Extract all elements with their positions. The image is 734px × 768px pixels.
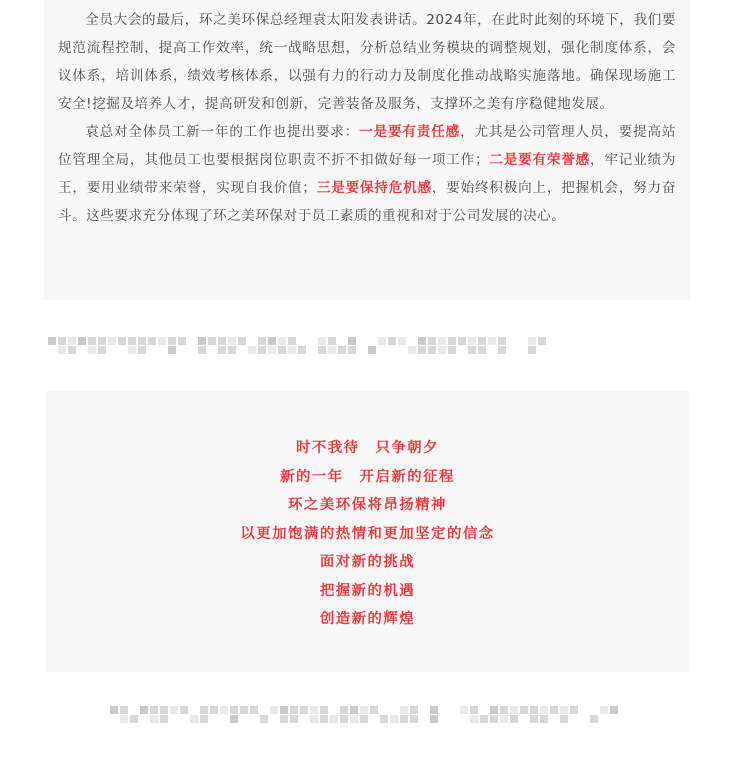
mosaic-pixel bbox=[448, 346, 456, 354]
mosaic-pixel bbox=[600, 715, 608, 723]
mosaic-pixel bbox=[560, 715, 568, 723]
mosaic-pixel bbox=[178, 337, 186, 345]
mosaic-pixel bbox=[388, 346, 396, 354]
mosaic-pixel bbox=[550, 715, 558, 723]
mosaic-pixel bbox=[298, 337, 306, 345]
mosaic-pixel bbox=[540, 715, 548, 723]
mosaic-pixel bbox=[418, 346, 426, 354]
mosaic-pixel bbox=[188, 346, 196, 354]
mosaic-pixel bbox=[380, 706, 388, 714]
mosaic-pixel bbox=[158, 337, 166, 345]
mosaic-pixel bbox=[138, 337, 146, 345]
mosaic-pixel bbox=[500, 706, 508, 714]
mosaic-pixel bbox=[98, 346, 106, 354]
mosaic-pixel bbox=[240, 715, 248, 723]
mosaic-pixel bbox=[500, 715, 508, 723]
mosaic-pixel bbox=[420, 715, 428, 723]
mosaic-pixel bbox=[450, 706, 458, 714]
mosaic-pixel bbox=[320, 706, 328, 714]
mosaic-pixel bbox=[328, 337, 336, 345]
mosaic-pixel bbox=[48, 337, 56, 345]
mosaic-pixel bbox=[180, 706, 188, 714]
mosaic-pixel bbox=[440, 715, 448, 723]
poem-line-4: 以更加饱满的热情和更加坚定的信念 bbox=[240, 525, 495, 542]
mosaic-pixel bbox=[450, 715, 458, 723]
mosaic-row bbox=[110, 706, 618, 714]
mosaic-pixel bbox=[270, 715, 278, 723]
mosaic-pixel bbox=[530, 706, 538, 714]
mosaic-pixel bbox=[128, 346, 136, 354]
poem-line-6: 把握新的机遇 bbox=[319, 582, 416, 599]
mosaic-pixel bbox=[538, 337, 546, 345]
mosaic-pixel bbox=[348, 337, 356, 345]
mosaic-pixel bbox=[538, 346, 546, 354]
mosaic-pixel bbox=[190, 715, 198, 723]
mosaic-pixel bbox=[150, 715, 158, 723]
mosaic-pixel bbox=[170, 715, 178, 723]
mosaic-pixel bbox=[250, 706, 258, 714]
mosaic-pixel bbox=[230, 706, 238, 714]
mosaic-pixel bbox=[230, 715, 238, 723]
mosaic-pixel bbox=[108, 337, 116, 345]
mosaic-pixel bbox=[308, 337, 316, 345]
mosaic-pixel bbox=[580, 706, 588, 714]
mosaic-pixel bbox=[418, 337, 426, 345]
mosaic-pixel bbox=[358, 346, 366, 354]
mosaic-pixel bbox=[48, 346, 56, 354]
mosaic-pixel bbox=[528, 337, 536, 345]
mosaic-pixel bbox=[458, 346, 466, 354]
mosaic-pixel bbox=[228, 337, 236, 345]
mosaic-pixel bbox=[330, 706, 338, 714]
mosaic-pixel bbox=[160, 706, 168, 714]
mosaic-pixel bbox=[460, 715, 468, 723]
mosaic-pixel bbox=[468, 337, 476, 345]
decorative-divider-top bbox=[48, 337, 546, 354]
mosaic-pixel bbox=[480, 715, 488, 723]
paragraph-1-text: 全员大会的最后，环之美环保总经理袁太阳发表讲话。2024年，在此时此刻的环境下，我们要规范流程控制，提高工作效率，统一战略思想，分析总结业务模块的调整规划，强化制度体系，会议体系，培训体系，绩效考核体系，以强有力的行动力及制度化推动战略实施落地。确保现场施工安全!挖掘及培养人才，提高研发和创新，完善装备及服务，支撑环之美有序稳健地发展。 bbox=[58, 12, 676, 112]
poem-line-5: 面对新的挑战 bbox=[319, 554, 416, 570]
mosaic-pixel bbox=[140, 715, 148, 723]
mosaic-pixel bbox=[188, 337, 196, 345]
mosaic-pixel bbox=[408, 337, 416, 345]
mosaic-pixel bbox=[310, 706, 318, 714]
mosaic-pixel bbox=[488, 346, 496, 354]
mosaic-pixel bbox=[518, 346, 526, 354]
poem-line-3: 环之美环保将昂扬精神 bbox=[288, 497, 447, 513]
requirement-3-highlight: 三是要保持危机感 bbox=[316, 180, 432, 196]
mosaic-pixel bbox=[438, 346, 446, 354]
mosaic-pixel bbox=[540, 706, 548, 714]
mosaic-pixel bbox=[78, 346, 86, 354]
mosaic-pixel bbox=[470, 715, 478, 723]
mosaic-pixel bbox=[138, 346, 146, 354]
mosaic-pixel bbox=[600, 706, 608, 714]
mosaic-pixel bbox=[508, 346, 516, 354]
mosaic-pixel bbox=[380, 715, 388, 723]
mosaic-pixel bbox=[78, 337, 86, 345]
mosaic-pixel bbox=[480, 706, 488, 714]
mosaic-pixel bbox=[488, 337, 496, 345]
mosaic-pixel bbox=[270, 706, 278, 714]
mosaic-row bbox=[110, 715, 618, 723]
mosaic-pixel bbox=[180, 715, 188, 723]
mosaic-pixel bbox=[390, 715, 398, 723]
mosaic-pixel bbox=[298, 346, 306, 354]
mosaic-pixel bbox=[330, 715, 338, 723]
mosaic-pixel bbox=[368, 346, 376, 354]
article-paragraph-1 bbox=[58, 6, 676, 118]
mosaic-pixel bbox=[438, 337, 446, 345]
mosaic-pixel bbox=[250, 715, 258, 723]
mosaic-pixel bbox=[410, 715, 418, 723]
mosaic-pixel bbox=[158, 346, 166, 354]
mosaic-row bbox=[48, 346, 546, 354]
mosaic-pixel bbox=[328, 346, 336, 354]
mosaic-pixel bbox=[370, 715, 378, 723]
mosaic-pixel bbox=[248, 346, 256, 354]
mosaic-pixel bbox=[350, 715, 358, 723]
mosaic-pixel bbox=[400, 706, 408, 714]
mosaic-pixel bbox=[318, 346, 326, 354]
mosaic-pixel bbox=[198, 346, 206, 354]
article-card bbox=[44, 0, 690, 300]
mosaic-pixel bbox=[130, 706, 138, 714]
mosaic-pixel bbox=[168, 337, 176, 345]
mosaic-row bbox=[48, 337, 546, 345]
mosaic-pixel bbox=[408, 346, 416, 354]
mosaic-pixel bbox=[118, 337, 126, 345]
mosaic-pixel bbox=[310, 715, 318, 723]
paragraph-2-part-c: ，牢记业绩为王，要用业绩带来荣誉，实现自我价值； bbox=[58, 152, 677, 196]
mosaic-pixel bbox=[148, 337, 156, 345]
mosaic-pixel bbox=[218, 337, 226, 345]
mosaic-pixel bbox=[288, 346, 296, 354]
mosaic-pixel bbox=[490, 706, 498, 714]
mosaic-pixel bbox=[570, 706, 578, 714]
mosaic-pixel bbox=[510, 706, 518, 714]
mosaic-pixel bbox=[68, 346, 76, 354]
mosaic-pixel bbox=[360, 706, 368, 714]
mosaic-pixel bbox=[68, 337, 76, 345]
mosaic-pixel bbox=[478, 346, 486, 354]
paragraph-2-intro: 袁总对全体员工新一年的工作也提出要求： bbox=[85, 124, 360, 140]
mosaic-pixel bbox=[220, 706, 228, 714]
mosaic-pixel bbox=[280, 715, 288, 723]
mosaic-pixel bbox=[258, 337, 266, 345]
mosaic-pixel bbox=[350, 706, 358, 714]
mosaic-pixel bbox=[590, 715, 598, 723]
mosaic-pixel bbox=[398, 337, 406, 345]
mosaic-pixel bbox=[148, 346, 156, 354]
mosaic-pixel bbox=[58, 337, 66, 345]
mosaic-pixel bbox=[398, 346, 406, 354]
mosaic-pixel bbox=[370, 706, 378, 714]
mosaic-pixel bbox=[118, 346, 126, 354]
mosaic-pixel bbox=[120, 706, 128, 714]
mosaic-pixel bbox=[150, 706, 158, 714]
mosaic-pixel bbox=[348, 346, 356, 354]
mosaic-pixel bbox=[520, 706, 528, 714]
paragraph-2-part-b: ，尤其是公司管理人员，要提高站位管理全局，其他员工也要根据岗位职责不折不扣做好每一项工作； bbox=[58, 124, 677, 168]
mosaic-pixel bbox=[498, 346, 506, 354]
mosaic-pixel bbox=[338, 346, 346, 354]
mosaic-pixel bbox=[470, 706, 478, 714]
mosaic-pixel bbox=[170, 706, 178, 714]
mosaic-pixel bbox=[98, 337, 106, 345]
mosaic-pixel bbox=[190, 706, 198, 714]
mosaic-pixel bbox=[238, 346, 246, 354]
mosaic-pixel bbox=[460, 706, 468, 714]
mosaic-pixel bbox=[208, 337, 216, 345]
paragraph-2-part-d: ，要始终积极向上，把握机会，努力奋斗。这些要求充分体现了环之美环保对于员工素质的重视和对于公司发展的决心。 bbox=[58, 180, 677, 224]
mosaic-pixel bbox=[218, 346, 226, 354]
mosaic-pixel bbox=[430, 715, 438, 723]
mosaic-pixel bbox=[560, 706, 568, 714]
mosaic-pixel bbox=[378, 337, 386, 345]
mosaic-pixel bbox=[228, 346, 236, 354]
mosaic-pixel bbox=[468, 346, 476, 354]
mosaic-pixel bbox=[498, 337, 506, 345]
mosaic-pixel bbox=[208, 346, 216, 354]
mosaic-pixel bbox=[340, 706, 348, 714]
decorative-divider-bottom bbox=[110, 706, 618, 723]
mosaic-pixel bbox=[400, 715, 408, 723]
mosaic-pixel bbox=[288, 337, 296, 345]
mosaic-pixel bbox=[530, 715, 538, 723]
mosaic-pixel bbox=[210, 715, 218, 723]
poem-line-2: 新的一年 开启新的征程 bbox=[280, 468, 455, 485]
mosaic-pixel bbox=[338, 337, 346, 345]
mosaic-pixel bbox=[88, 337, 96, 345]
mosaic-pixel bbox=[360, 715, 368, 723]
mosaic-pixel bbox=[378, 346, 386, 354]
mosaic-pixel bbox=[260, 715, 268, 723]
mosaic-pixel bbox=[388, 337, 396, 345]
mosaic-pixel bbox=[300, 706, 308, 714]
mosaic-pixel bbox=[178, 346, 186, 354]
mosaic-pixel bbox=[240, 706, 248, 714]
mosaic-pixel bbox=[260, 706, 268, 714]
mosaic-pixel bbox=[120, 715, 128, 723]
mosaic-pixel bbox=[368, 337, 376, 345]
mosaic-pixel bbox=[410, 706, 418, 714]
mosaic-pixel bbox=[268, 346, 276, 354]
mosaic-pixel bbox=[508, 337, 516, 345]
mosaic-pixel bbox=[300, 715, 308, 723]
mosaic-pixel bbox=[238, 337, 246, 345]
mosaic-pixel bbox=[248, 337, 256, 345]
mosaic-pixel bbox=[550, 706, 558, 714]
mosaic-pixel bbox=[110, 706, 118, 714]
requirement-1-highlight: 一是要有责任感 bbox=[359, 124, 461, 140]
mosaic-pixel bbox=[390, 706, 398, 714]
mosaic-pixel bbox=[130, 715, 138, 723]
mosaic-pixel bbox=[430, 706, 438, 714]
mosaic-pixel bbox=[478, 337, 486, 345]
mosaic-pixel bbox=[278, 337, 286, 345]
mosaic-pixel bbox=[268, 337, 276, 345]
mosaic-pixel bbox=[290, 715, 298, 723]
mosaic-pixel bbox=[528, 346, 536, 354]
mosaic-pixel bbox=[110, 715, 118, 723]
mosaic-pixel bbox=[610, 706, 618, 714]
mosaic-pixel bbox=[320, 715, 328, 723]
mosaic-pixel bbox=[258, 346, 266, 354]
mosaic-pixel bbox=[580, 715, 588, 723]
mosaic-pixel bbox=[428, 337, 436, 345]
mosaic-pixel bbox=[200, 715, 208, 723]
mosaic-pixel bbox=[58, 346, 66, 354]
mosaic-pixel bbox=[290, 706, 298, 714]
mosaic-pixel bbox=[308, 346, 316, 354]
mosaic-pixel bbox=[108, 346, 116, 354]
mosaic-pixel bbox=[278, 346, 286, 354]
mosaic-pixel bbox=[440, 706, 448, 714]
mosaic-pixel bbox=[220, 715, 228, 723]
mosaic-pixel bbox=[448, 337, 456, 345]
mosaic-pixel bbox=[210, 706, 218, 714]
requirement-2-highlight: 二是要有荣誉感 bbox=[489, 152, 591, 168]
mosaic-pixel bbox=[140, 706, 148, 714]
mosaic-pixel bbox=[590, 706, 598, 714]
mosaic-pixel bbox=[420, 706, 428, 714]
mosaic-pixel bbox=[340, 715, 348, 723]
article-paragraph-2 bbox=[58, 118, 676, 230]
poem-card bbox=[46, 391, 689, 672]
mosaic-pixel bbox=[518, 337, 526, 345]
mosaic-pixel bbox=[88, 346, 96, 354]
mosaic-pixel bbox=[570, 715, 578, 723]
mosaic-pixel bbox=[358, 337, 366, 345]
mosaic-pixel bbox=[280, 706, 288, 714]
mosaic-pixel bbox=[318, 337, 326, 345]
mosaic-pixel bbox=[168, 346, 176, 354]
mosaic-pixel bbox=[458, 337, 466, 345]
mosaic-pixel bbox=[490, 715, 498, 723]
mosaic-pixel bbox=[510, 715, 518, 723]
mosaic-pixel bbox=[198, 337, 206, 345]
poem-line-1: 时不我待 只争朝夕 bbox=[295, 440, 440, 456]
mosaic-pixel bbox=[520, 715, 528, 723]
mosaic-pixel bbox=[428, 346, 436, 354]
mosaic-pixel bbox=[160, 715, 168, 723]
mosaic-pixel bbox=[200, 706, 208, 714]
mosaic-pixel bbox=[128, 337, 136, 345]
poem-line-7: 创造新的辉煌 bbox=[319, 611, 416, 627]
